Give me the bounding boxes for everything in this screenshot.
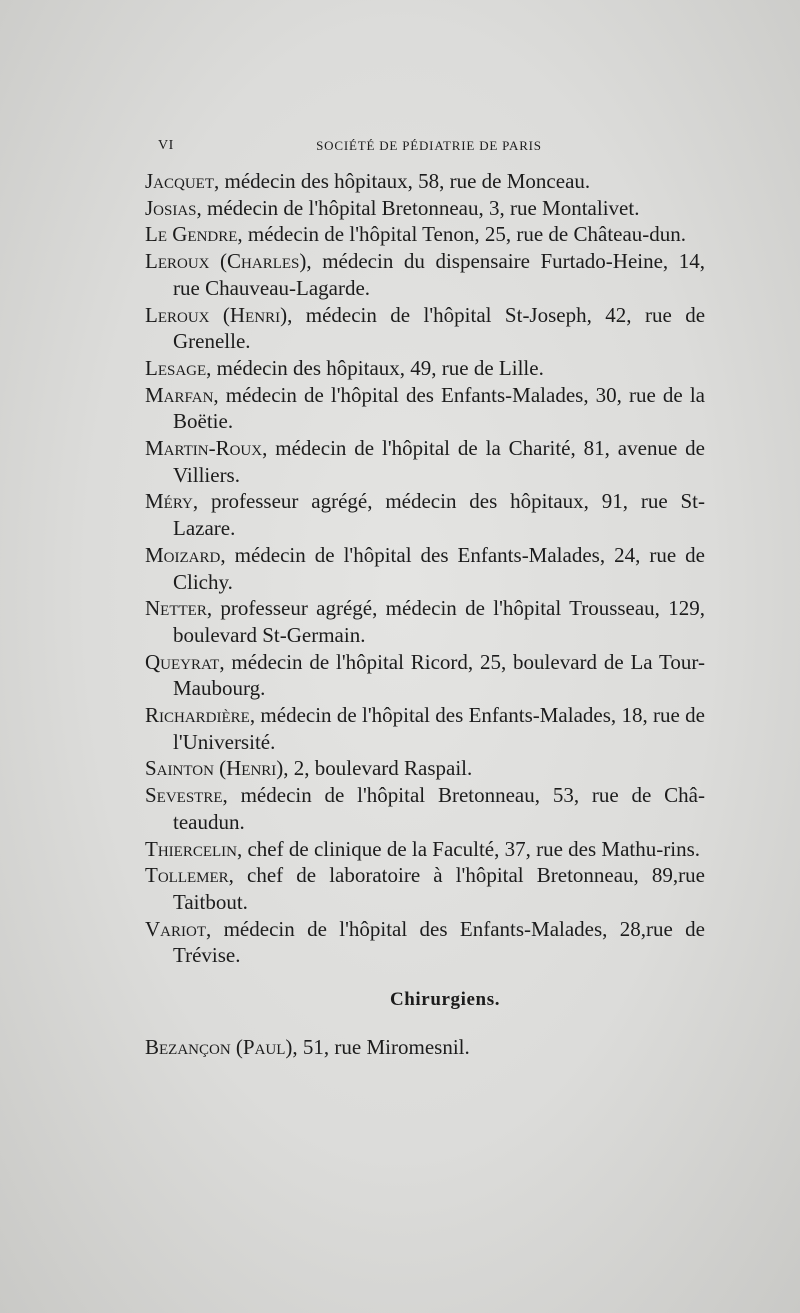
member-details: professeur agrégé, médecin de l'hôpital Trousseau, 129, boulevard St-Germain. — [173, 596, 705, 647]
member-name: Marfan, — [145, 382, 219, 407]
member-entry — [145, 702, 705, 755]
member-name: Martin-Roux, — [145, 436, 268, 461]
member-details: médecin de l'hôpital des Enfants-Malades, 30, rue de la Boëtie. — [173, 382, 705, 434]
member-entry — [145, 542, 705, 595]
member-name: Netter, — [145, 596, 213, 621]
member-name: Queyrat, — [145, 649, 225, 674]
member-entry — [145, 836, 705, 863]
member-entry — [145, 302, 705, 355]
page-header — [158, 138, 700, 158]
member-name: Le Gendre, — [145, 222, 243, 247]
member-entry — [145, 355, 705, 382]
member-entry — [145, 168, 705, 195]
member-name: Sevestre, — [145, 783, 228, 808]
member-details: 51, rue Miromesnil. — [297, 1034, 470, 1059]
member-entry — [145, 221, 705, 248]
member-entry — [145, 195, 705, 222]
member-list — [145, 168, 705, 1061]
member-details: médecin des hôpitaux, 49, rue de Lille. — [211, 355, 544, 380]
member-name: Moizard, — [145, 542, 226, 567]
member-entry — [145, 595, 705, 648]
member-details: médecin de l'hôpital Bretonneau, 3, rue Montalivet. — [201, 195, 640, 220]
member-details: médecin de l'hôpital Ricord, 25, boulevard de La Tour-Maubourg. — [173, 649, 705, 701]
member-name: Thiercelin, — [145, 836, 243, 861]
member-details: médecin de l'hôpital Tenon, 25, rue de Château-dun. — [242, 222, 687, 247]
member-entry — [145, 755, 705, 782]
member-details: 2, boulevard Raspail. — [288, 756, 473, 781]
member-details: chef de laboratoire à l'hôpital Bretonneau, 89,rue Taitbout. — [173, 863, 705, 914]
member-entry — [145, 1034, 705, 1061]
member-details: médecin de l'hôpital des Enfants-Malades, 24, rue de Clichy. — [173, 542, 705, 594]
member-details: médecin du dispensaire Furtado-Heine, 14, rue Chauveau-Lagarde. — [173, 249, 705, 300]
member-details: médecin de l'hôpital St-Joseph, 42, rue de Grenelle. — [173, 302, 706, 354]
member-entry — [145, 782, 705, 835]
member-name: Variot, — [145, 916, 212, 941]
member-details: chef de clinique de la Faculté, 37, rue des Mathu-rins. — [242, 836, 700, 861]
member-entry — [145, 488, 705, 541]
member-name: Lesage, — [145, 355, 212, 380]
page-number: VI — [158, 138, 174, 153]
member-details: médecin de l'hôpital de la Charité, 81, avenue de Villiers. — [173, 436, 705, 487]
member-name: Richardière, — [145, 703, 256, 728]
member-details: médecin des hôpitaux, 58, rue de Monceau. — [219, 169, 591, 193]
member-name: Sainton (Henri), — [145, 756, 289, 781]
member-name: Josias, — [145, 195, 202, 220]
surgeons-list — [145, 1034, 705, 1061]
member-name: Bezançon (Paul), — [145, 1034, 298, 1059]
member-entry — [145, 649, 705, 702]
member-name: Méry, — [145, 489, 199, 514]
member-entry — [145, 435, 705, 488]
member-entry — [145, 862, 705, 915]
member-details: médecin de l'hôpital des Enfants-Malades, 28,rue de Trévise. — [173, 916, 705, 968]
member-name: Leroux (Henri), — [145, 302, 293, 327]
member-entry — [145, 916, 705, 969]
section-title-surgeons: Chirurgiens. — [389, 989, 501, 1011]
member-details: médecin de l'hôpital Bretonneau, 53, rue de Châ-teaudun. — [173, 783, 705, 834]
running-title: SOCIÉTÉ DE PÉDIATRIE DE PARIS — [316, 138, 542, 153]
member-name: Tollemer, — [145, 863, 234, 888]
physicians-list — [145, 168, 705, 969]
member-entry — [145, 382, 705, 435]
member-details: professeur agrégé, médecin des hôpitaux, 91, rue St-Lazare. — [173, 489, 705, 541]
member-name: Leroux (Charles), — [145, 249, 312, 274]
member-name: Jacquet, — [145, 169, 220, 193]
member-details: médecin de l'hôpital des Enfants-Malades, 18, rue de l'Université. — [173, 703, 705, 754]
member-entry — [145, 248, 705, 301]
